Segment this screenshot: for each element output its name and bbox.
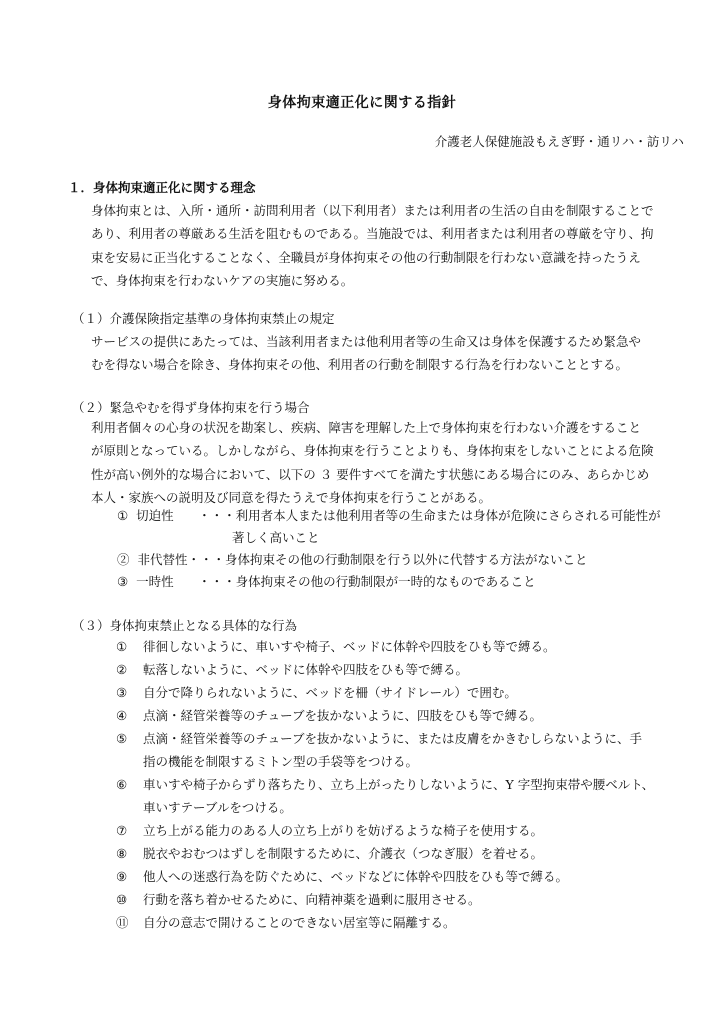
item-text: 転落しないように、ベッドに体幹や四肢をひも等で縛る。 bbox=[143, 662, 469, 677]
list-item bbox=[116, 681, 517, 704]
list-item bbox=[116, 865, 568, 888]
paragraph-line: あり、利用者の尊厳ある生活を阻むものである。当施設では、利用者または利用者の尊厳を守り、拘 bbox=[91, 226, 654, 242]
paragraph-line: が原則となっている。しかしながら、身体拘束を行うことよりも、身体拘束をしないことによる危険 bbox=[91, 443, 654, 459]
list-item bbox=[116, 773, 654, 819]
paragraph-line: 本人・家族への説明及び同意を得たうえで身体拘束を行うことがある。 bbox=[91, 489, 492, 505]
item-text: 自分の意志で開けることのできない居室等に隔離する。 bbox=[143, 915, 456, 930]
requirement-label: 切迫性 bbox=[136, 508, 174, 523]
requirement-continuation: 著しく高いこと bbox=[232, 530, 320, 545]
item-number: ③ bbox=[116, 685, 128, 700]
requirement-label: 一時性 bbox=[136, 574, 174, 589]
paragraph-line: 利用者個々の心身の状況を勘案し、疾病、障害を理解した上で身体拘束を行わない介護をすること bbox=[91, 420, 642, 435]
item-text: 脱衣やおむつはずしを制限するために、介護衣（つなぎ服）を着せる。 bbox=[143, 846, 544, 861]
list-item bbox=[116, 888, 481, 911]
requirement-number: ② bbox=[117, 552, 130, 567]
paragraph-line: 身体拘束とは、入所・通所・訪問利用者（以下利用者）または利用者の生活の自由を制限することで bbox=[91, 203, 654, 218]
paragraph-line: で、身体拘束を行わないケアの実施に努める。 bbox=[91, 272, 354, 288]
item-number: ④ bbox=[116, 708, 128, 723]
item-number: ⑥ bbox=[116, 777, 128, 792]
item-number: ① bbox=[116, 639, 128, 654]
item-text: 自分で降りられないように、ベッドを柵（サイドレール）で囲む。 bbox=[143, 685, 517, 700]
paragraph-line: 束を安易に正当化することなく、全職員が身体拘束その他の行動制限を行わない意識を持ったうえ bbox=[91, 249, 641, 265]
sub2-heading: （２）緊急やむを得ず身体拘束を行う場合 bbox=[72, 400, 310, 415]
item-continuation: 指の機能を制限するミトン型の手袋等をつける。 bbox=[143, 754, 419, 769]
sub2-paragraph bbox=[91, 416, 659, 509]
sub3-heading: （３）身体拘束禁止となる具体的な行為 bbox=[72, 618, 298, 633]
organization-name: 介護老人保健施設もえぎ野・通リハ・訪リハ bbox=[434, 134, 684, 149]
item-number: ⑤ bbox=[116, 731, 128, 746]
requirement-number: ③ bbox=[117, 574, 129, 589]
paragraph-line: 性が高い例外的な場合において、以下の ３ 要件すべてを満たす状態にある場合にのみ、あらかじめ bbox=[91, 466, 650, 482]
item-text: 徘徊しないように、車いすや椅子、ベッドに体幹や四肢をひも等で縛る。 bbox=[143, 639, 556, 654]
paragraph-line: サービスの提供にあたっては、当該利用者または他利用者等の生命又は身体を保護するため緊急や bbox=[91, 334, 642, 349]
item-number: ⑩ bbox=[116, 892, 128, 907]
list-item bbox=[116, 842, 543, 865]
sub1-paragraph bbox=[91, 330, 659, 377]
section1-paragraph bbox=[91, 199, 659, 292]
requirement-text: ・・・利用者本人または他利用者等の生命または身体が危険にさらされる可能性が bbox=[198, 508, 661, 523]
requirement-item bbox=[117, 571, 536, 593]
item-number: ⑧ bbox=[116, 846, 128, 861]
requirement-number: ① bbox=[117, 508, 129, 523]
item-text: 他人への迷惑行為を防ぐために、ベッドなどに体幹や四肢をひも等で縛る。 bbox=[143, 869, 569, 884]
requirement-item bbox=[117, 549, 588, 571]
requirement-text: ・・・身体拘束その他の行動制限を行う以外に代替する方法がないこと bbox=[187, 552, 588, 567]
item-number: ⑦ bbox=[116, 823, 128, 838]
item-text: 立ち上がる能力のある人の立ち上がりを妨げるような椅子を使用する。 bbox=[143, 823, 544, 838]
item-text: 車いすや椅子からずり落ちたり、立ち上がったりしないように、Y 字型拘束帯や腰ベルト、 bbox=[143, 777, 655, 792]
sub1-heading: （１）介護保険指定基準の身体拘束禁止の規定 bbox=[72, 311, 335, 326]
page-title: 身体拘束適正化に関する指針 bbox=[267, 95, 457, 111]
item-text: 行動を落ち着かせるために、向精神薬を過剰に服用させる。 bbox=[143, 892, 481, 907]
section1-heading: １．身体拘束適正化に関する理念 bbox=[68, 180, 256, 195]
list-item bbox=[116, 911, 456, 934]
list-item bbox=[116, 658, 468, 681]
requirement-text: ・・・身体拘束その他の行動制限が一時的なものであること bbox=[198, 574, 536, 589]
item-text: 点滴・経管栄養等のチューブを抜かないように、または皮膚をかきむしらないように、手 bbox=[143, 731, 643, 746]
requirement-item bbox=[117, 505, 661, 527]
item-number: ② bbox=[116, 662, 128, 677]
item-continuation: 車いすテーブルをつける。 bbox=[143, 800, 292, 815]
item-number: ⑨ bbox=[116, 869, 128, 884]
list-item bbox=[116, 704, 542, 727]
item-text: 点滴・経管栄養等のチューブを抜かないように、四肢をひも等で縛る。 bbox=[143, 708, 543, 723]
list-item bbox=[116, 635, 556, 658]
list-item bbox=[116, 819, 543, 842]
paragraph-line: むを得ない場合を除き、身体拘束その他、利用者の行動を制限する行為を行わないこととする。 bbox=[91, 357, 629, 373]
list-item bbox=[116, 727, 642, 773]
item-number: ⑪ bbox=[116, 915, 129, 930]
requirement-label: 非代替性 bbox=[137, 552, 188, 567]
